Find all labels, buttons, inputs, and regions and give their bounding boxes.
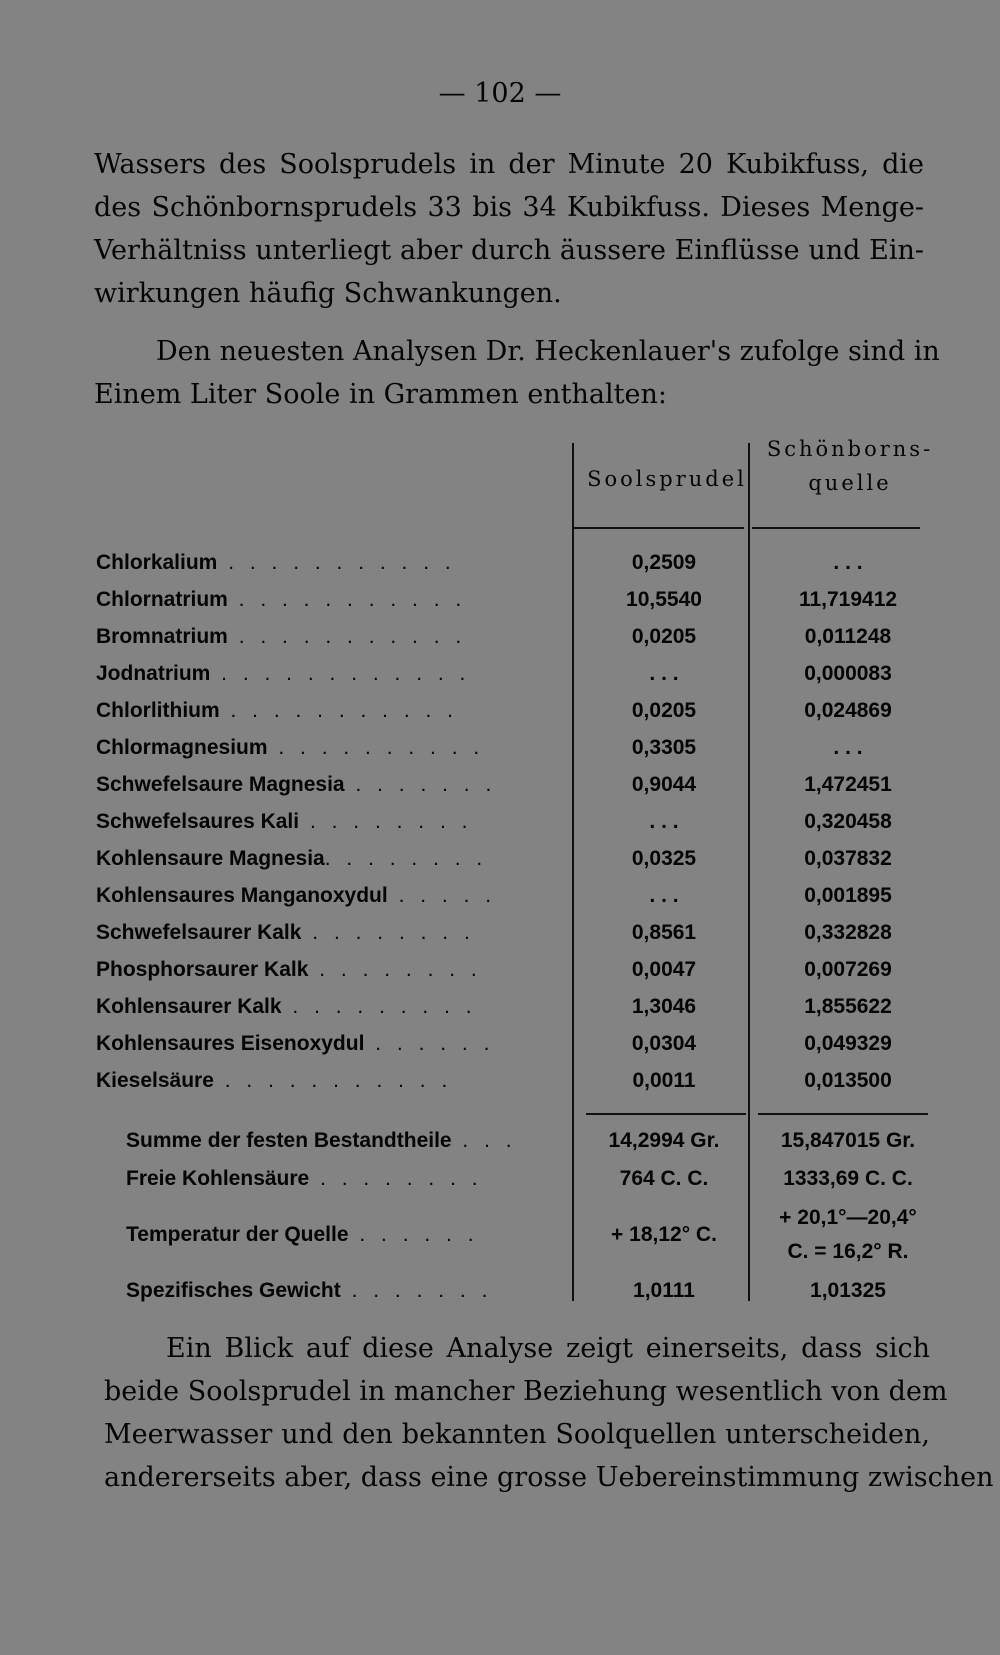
table-row [96,995,932,1033]
table-row [96,958,932,996]
text-line: Wassers des Soolsprudels in der Minute 20 Kubikfuss, die [94,149,924,180]
temperature-line: C. = 16,2° R. [787,1240,909,1263]
sum-rule [586,1113,746,1115]
row-label: Schwefelsaurer Kalk [96,921,302,944]
value-schoenborn: 11,719412 [798,588,898,611]
sum-rule [758,1113,928,1115]
leader-dots: . . . . . . . . . . . [217,551,456,574]
row-label: Schwefelsaures Kali [96,810,300,833]
value-schoenborn: 0,007269 [804,958,892,981]
value-soolsprudel: 764 C. C. [619,1167,709,1190]
value-soolsprudel: 0,0011 [632,1069,696,1092]
table-row [96,847,932,885]
leader-dots: . . . . . . . [340,1279,493,1302]
row-label: Kieselsäure [96,1069,214,1092]
value-schoenborn: 0,049329 [804,1032,892,1055]
leader-dots: . . . . . . . . . . . . [210,662,471,685]
temperature-schoenborn [764,1201,932,1269]
value-soolsprudel: . . . [649,884,679,907]
value-schoenborn: 0,332828 [804,921,892,944]
text-line: wirkungen häufig Schwankungen. [94,278,562,309]
leader-dots: . . . . . [387,884,497,907]
text-line: Den neuesten Analysen Dr. Heckenlauer's zufolge sind in [156,336,940,367]
text-line: Meerwasser und den bekannten Soolquellen unterscheiden, [104,1419,930,1450]
table-row [96,625,932,663]
temperature-line: + 20,1°—20,4° [779,1206,917,1229]
leader-dots: . . . . . . . . . . [267,736,485,759]
value-soolsprudel: 0,2509 [631,551,697,574]
leader-dots: . . . . . . [364,1032,495,1055]
value-soolsprudel: 0,0047 [631,958,697,981]
text-line: Einem Liter Soole in Grammen enthalten: [94,379,667,410]
row-label: Kohlensaures Manganoxydul [96,884,388,907]
summary-row [96,1167,932,1205]
value-soolsprudel: 0,8561 [631,921,697,944]
summary-row [96,1279,932,1317]
row-label: Kohlensaure Magnesia [96,847,325,870]
leader-dots: . . . . . . . . . . . [219,699,459,722]
table-row [96,810,932,848]
leader-dots: . . . . . . . . [308,958,482,981]
row-label: Spezifisches Gewicht [126,1279,341,1302]
page-number: — 102 — [438,78,562,109]
text-line: Verhältniss unterliegt aber durch äussere Einflüsse und Ein- [94,235,924,266]
value-soolsprudel: 0,9044 [631,773,697,796]
leader-dots: . . . . . . . . [299,810,473,833]
value-soolsprudel: 1,0111 [633,1279,695,1302]
leader-dots: . . . [451,1129,517,1152]
paragraph-3 [104,1327,994,1499]
table-row [96,588,932,626]
value-schoenborn: 0,320458 [804,810,892,833]
leader-dots: . . . . . . . . . . . [227,625,467,648]
table-row [96,773,932,811]
value-soolsprudel: 1,3046 [631,995,697,1018]
value-schoenborn: 1333,69 C. C. [783,1167,913,1190]
value-schoenborn: 0,000083 [804,662,892,685]
leader-dots: . . . . . . . . [301,921,475,944]
column-header-schoenborn-line1: Schönborns- [766,437,934,461]
value-schoenborn: . . . [833,551,863,574]
text-line: Ein Blick auf diese Analyse zeigt einerseits, dass sich [166,1333,930,1364]
row-label: Jodnatrium [96,662,211,685]
value-schoenborn: 1,472451 [804,773,892,796]
value-soolsprudel: . . . [649,662,679,685]
value-schoenborn: 0,013500 [804,1069,892,1092]
paragraph-2 [94,330,940,416]
table-row [96,551,932,589]
value-schoenborn: 0,024869 [804,699,892,722]
value-soolsprudel: 10,5540 [626,588,702,611]
row-label: Schwefelsaure Magnesia [96,773,345,796]
table-row [96,921,932,959]
text-line: des Schönbornsprudels 33 bis 34 Kubikfuss. Dieses Menge- [94,192,924,223]
row-label: Bromnatrium [96,625,228,648]
row-label: Phosphorsaurer Kalk [96,958,309,981]
leader-dots: . . . . . . [348,1223,479,1246]
row-label: Chlorlithium [96,699,220,722]
value-schoenborn: 0,011248 [804,625,892,648]
table-row [96,884,932,922]
table-row [96,662,932,700]
value-schoenborn: 15,847015 Gr. [780,1129,916,1152]
row-label: Summe der festen Bestandtheile [126,1129,452,1152]
value-schoenborn: . . . [833,736,863,759]
value-soolsprudel: 0,3305 [631,736,697,759]
row-label: Chlormagnesium [96,736,268,759]
leader-dots: . . . . . . . . . . . [227,588,467,611]
summary-row [96,1129,932,1167]
value-soolsprudel: 0,0325 [631,847,697,870]
table-row [96,1069,932,1107]
header-rule [574,527,744,529]
leader-dots: . . . . . . . . [309,1167,483,1190]
column-header-schoenborn-line2: quelle [808,471,892,495]
leader-dots: . . . . . . . . . . . [213,1069,453,1092]
value-soolsprudel: 0,0205 [631,625,697,648]
table-row [96,736,932,774]
value-soolsprudel: 14,2994 Gr. [608,1129,720,1152]
value-soolsprudel: 0,0205 [631,699,697,722]
text-line: andererseits aber, dass eine grosse Uebereinstimmung zwischen [104,1462,994,1493]
leader-dots: . . . . . . . [344,773,497,796]
row-label: Chlorkalium [96,551,218,574]
table-row [96,1032,932,1070]
leader-dots: . . . . . . . . [324,847,488,870]
row-label: Chlornatrium [96,588,228,611]
text-line: beide Soolsprudel in mancher Beziehung wesentlich von dem [104,1376,948,1407]
leader-dots: . . . . . . . . . [281,995,477,1018]
row-label: Kohlensaurer Kalk [96,995,282,1018]
row-label: Freie Kohlensäure [126,1167,310,1190]
row-label: Temperatur der Quelle [126,1223,349,1246]
value-soolsprudel: + 18,12° C. [611,1223,717,1246]
value-soolsprudel: . . . [649,810,679,833]
row-label: Kohlensaures Eisenoxydul [96,1032,365,1055]
paragraph-1 [94,143,924,315]
column-header-soolsprudel: Soolsprudel [587,467,747,491]
value-schoenborn: 1,01325 [810,1279,886,1302]
header-rule [752,527,920,529]
table-row [96,699,932,737]
value-schoenborn: 1,855622 [804,995,892,1018]
value-schoenborn: 0,001895 [804,884,892,907]
value-soolsprudel: 0,0304 [631,1032,697,1055]
value-schoenborn: 0,037832 [804,847,892,870]
